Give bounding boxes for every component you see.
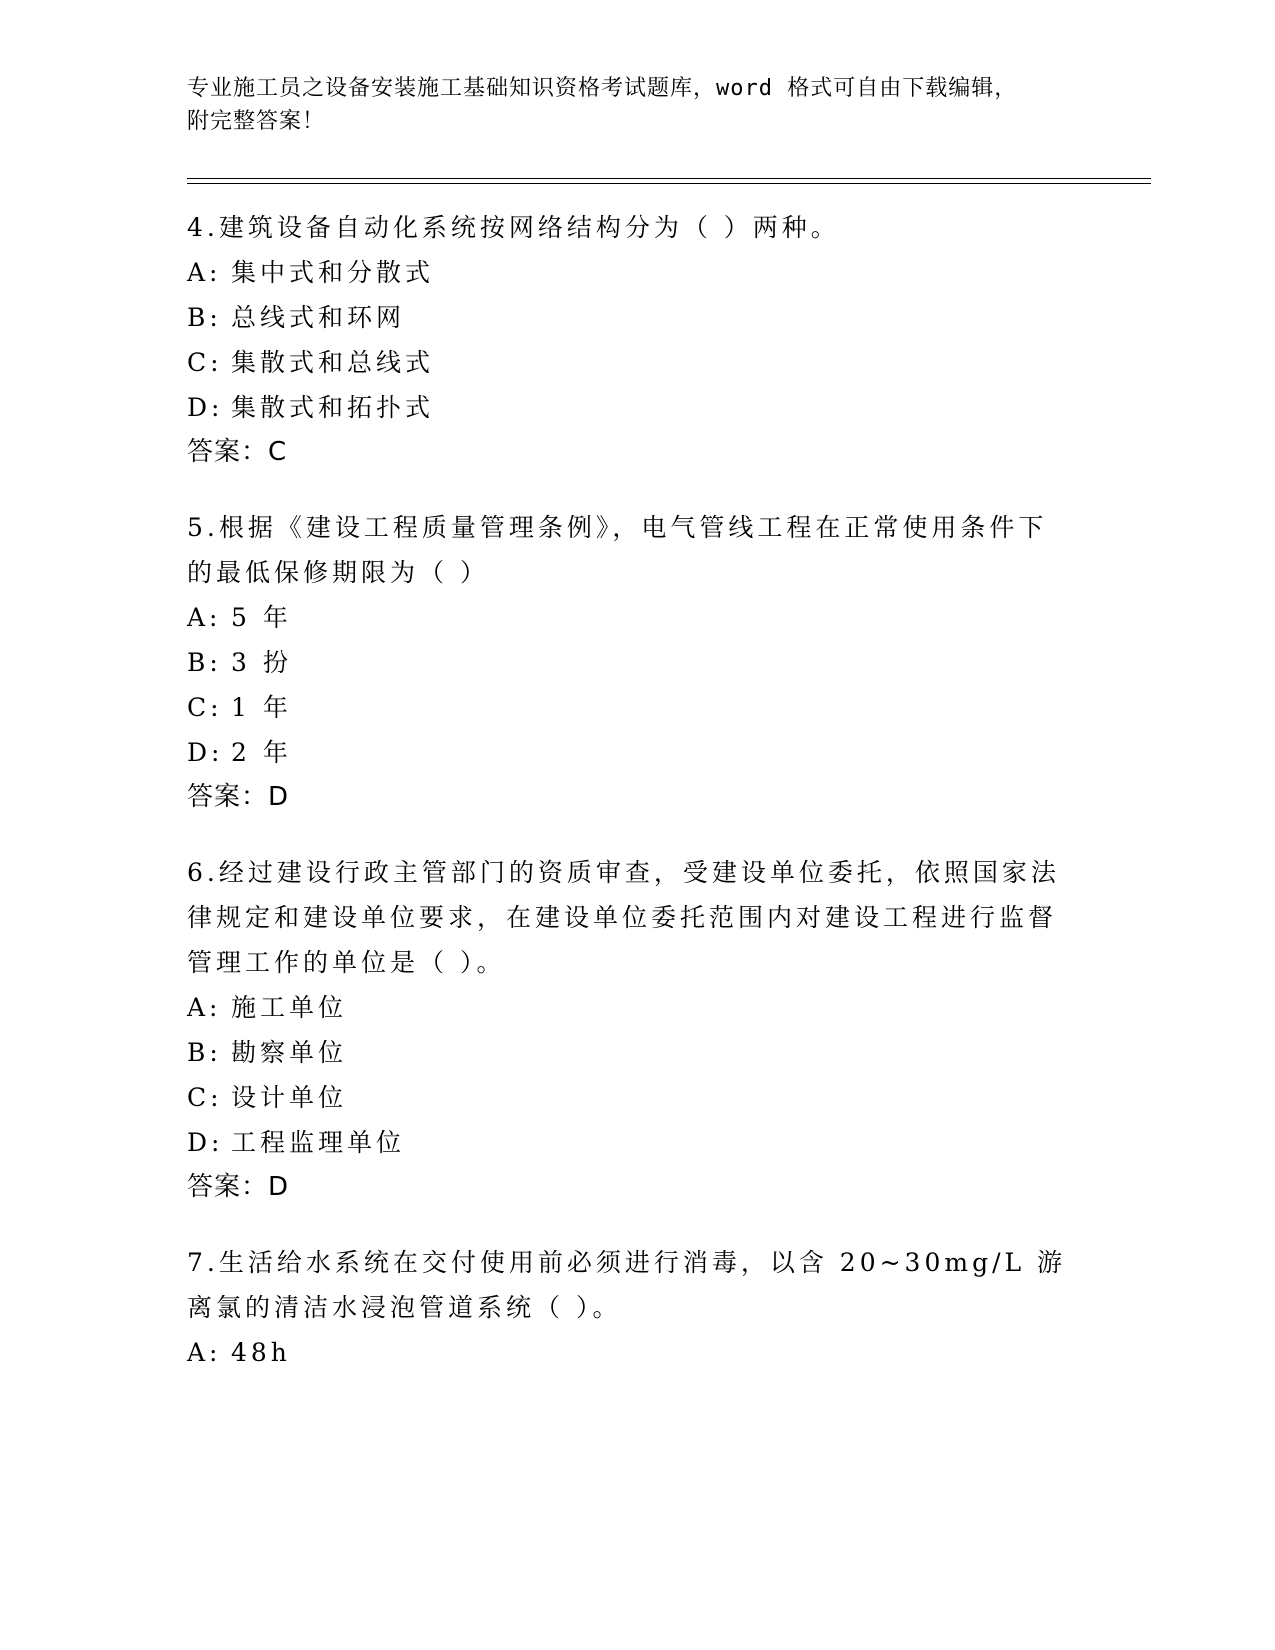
option-letter: A:	[187, 1338, 222, 1367]
option-text: 集中式和分散式	[231, 258, 435, 287]
option-text: 48h	[231, 1338, 291, 1367]
option-letter: C:	[187, 348, 223, 377]
option-text: 3 扮	[231, 648, 292, 677]
option-text: 5 年	[231, 603, 292, 632]
option-letter: C:	[187, 693, 223, 722]
question-text: 6.经过建设行政主管部门的资质审查，受建设单位委托，依照国家法律规定和建设单位要求，在建设单位委托范围内对建设工程进行监督管理工作的单位是（ ）。	[187, 858, 1060, 977]
option-d	[187, 385, 1067, 430]
header-divider-top	[187, 178, 1151, 179]
option-d	[187, 1120, 1067, 1165]
option-d	[187, 730, 1067, 775]
question-7	[187, 1240, 1067, 1375]
option-text: 总线式和环网	[231, 303, 406, 332]
answer-line: 答案：D	[187, 782, 290, 812]
option-c	[187, 685, 1067, 730]
option-letter: D:	[187, 738, 224, 767]
question-4	[187, 205, 1067, 475]
answer-line: 答案：D	[187, 1172, 290, 1202]
option-letter: B:	[187, 1038, 222, 1067]
option-letter: C:	[187, 1083, 223, 1112]
option-b	[187, 295, 1067, 340]
option-letter: B:	[187, 648, 222, 677]
question-text: 4.建筑设备自动化系统按网络结构分为（ ）两种。	[187, 213, 840, 242]
answer-line: 答案：C	[187, 437, 288, 467]
option-text: 集散式和拓扑式	[231, 393, 435, 422]
option-letter: D:	[187, 393, 224, 422]
option-text: 工程监理单位	[231, 1128, 406, 1157]
option-letter: B:	[187, 303, 222, 332]
header-divider-bottom	[187, 183, 1151, 184]
option-b	[187, 1030, 1067, 1075]
option-text: 施工单位	[231, 993, 348, 1022]
option-text: 设计单位	[231, 1083, 348, 1112]
option-a	[187, 250, 1067, 295]
question-list	[187, 205, 1067, 1405]
option-b	[187, 640, 1067, 685]
option-text: 集散式和总线式	[231, 348, 435, 377]
question-text: 7.生活给水系统在交付使用前必须进行消毒，以含 20~30mg/L 游离氯的清洁水浸泡管道系统（ ）。	[187, 1248, 1067, 1322]
document-header	[187, 72, 1067, 138]
option-a	[187, 985, 1067, 1030]
option-c	[187, 1075, 1067, 1120]
option-c	[187, 340, 1067, 385]
option-text: 勘察单位	[231, 1038, 348, 1067]
option-letter: A:	[187, 258, 222, 287]
option-a	[187, 1330, 1067, 1375]
option-a	[187, 595, 1067, 640]
question-text: 5.根据《建设工程质量管理条例》，电气管线工程在正常使用条件下的最低保修期限为（ ）	[187, 513, 1048, 587]
option-text: 2 年	[231, 738, 292, 767]
option-letter: A:	[187, 993, 222, 1022]
option-letter: A:	[187, 603, 222, 632]
header-line-2: 附完整答案！	[187, 109, 326, 134]
header-line-1: 专业施工员之设备安装施工基础知识资格考试题库，word 格式可自由下载编辑，	[187, 76, 1018, 101]
question-6	[187, 850, 1067, 1210]
question-5	[187, 505, 1067, 820]
option-letter: D:	[187, 1128, 224, 1157]
option-text: 1 年	[231, 693, 292, 722]
